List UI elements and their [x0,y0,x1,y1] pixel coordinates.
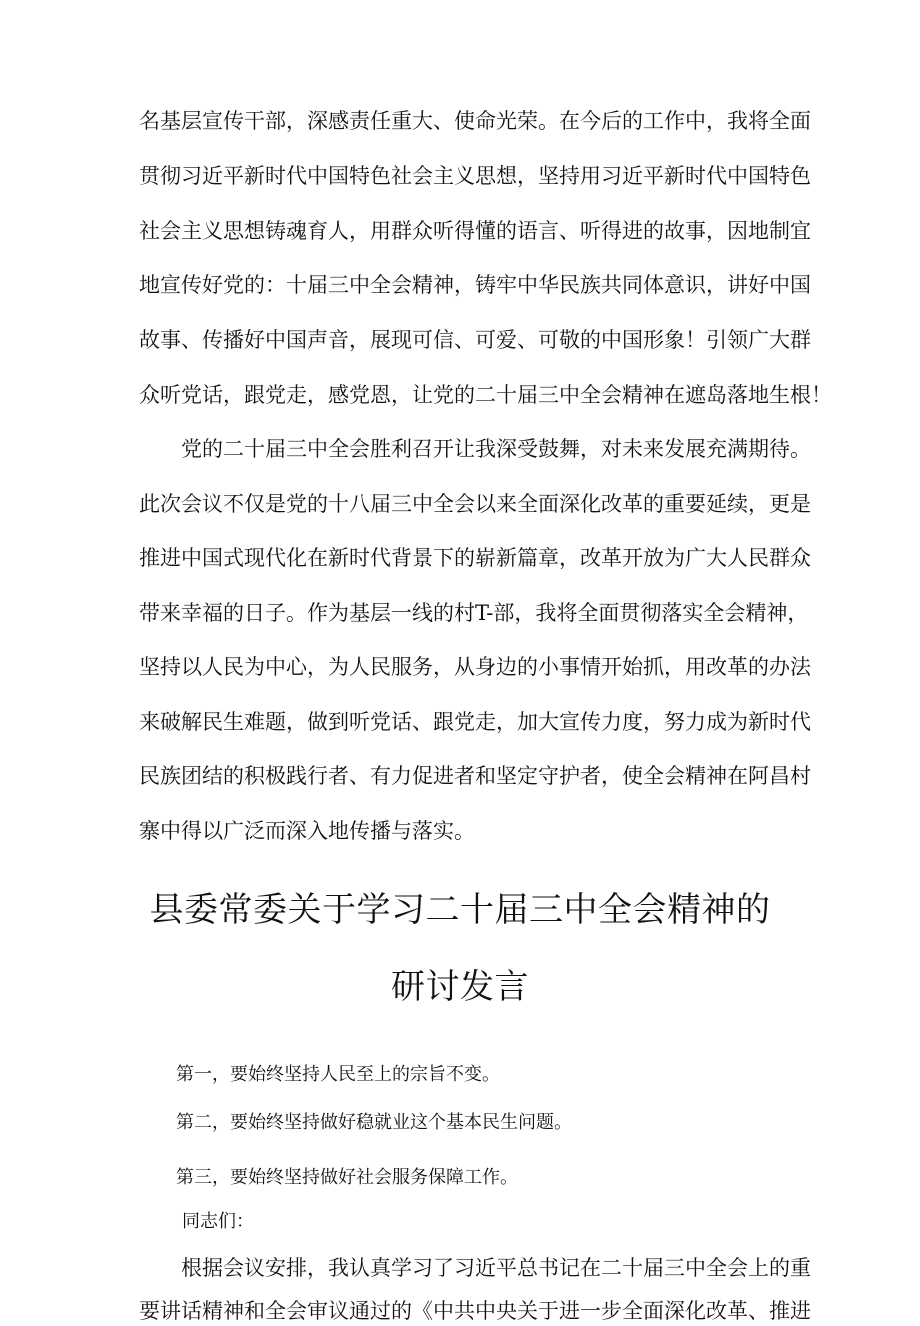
point-third: 第三，要始终坚持做好社会服务保障工作。 [176,1167,518,1188]
title-line-2: 研讨发言 [391,967,529,1007]
point-first: 第一，要始终坚持人民至上的宗旨不变。 [176,1064,500,1085]
text-line: 社会主义思想铸魂育人，用群众听得懂的语言、听得进的故事，因地制宜 [139,219,811,243]
text-line: 来破解民生难题，做到听党话、跟党走，加大宣传力度，努力成为新时代 [139,710,811,734]
text-line: 党的二十届三中全会胜利召开让我深受鼓舞，对未来发展充满期待。 [181,437,811,461]
salutation: 同志们： [182,1211,254,1232]
text-line: 要讲话精神和全会审议通过的《中共中央关于进一步全面深化改革、推进 [139,1299,811,1323]
text-line: 名基层宣传干部，深感责任重大、使命光荣。在今后的工作中，我将全面 [139,109,811,133]
text-line: 推进中国式现代化在新时代背景下的崭新篇章，改革开放为广大人民群众 [139,546,811,570]
text-line: 众听党话，跟党走，感党恩，让党的二十届三中全会精神在遮岛落地生根！ [139,383,832,407]
title-line-1: 县委常委关于学习二十届三中全会精神的 [149,890,771,930]
text-line: 根据会议安排，我认真学习了习近平总书记在二十届三中全会上的重 [181,1256,811,1280]
text-line: 坚持以人民为中心，为人民服务，从身边的小事情开始抓，用改革的办法 [139,655,811,679]
text-line: 寨中得以广泛而深入地传播与落实。 [139,819,475,843]
text-line: 民族团结的积极践行者、有力促进者和坚定守护者，使全会精神在阿昌村 [139,764,811,788]
point-second: 第二，要始终坚持做好稳就业这个基本民生问题。 [176,1112,572,1133]
text-line: 此次会议不仅是党的十八届三中全会以来全面深化改革的重要延续，更是 [139,492,811,516]
text-line: 故事、传播好中国声音，展现可信、可爱、可敬的中国形象！引领广大群 [139,328,811,352]
text-line: 贯彻习近平新时代中国特色社会主义思想，坚持用习近平新时代中国特色 [139,164,811,188]
text-line: 地宣传好党的：十届三中全会精神，铸牢中华民族共同体意识，讲好中国 [139,273,811,297]
text-line: 带来幸福的日子。作为基层一线的村T-部，我将全面贯彻落实全会精神， [139,601,809,625]
